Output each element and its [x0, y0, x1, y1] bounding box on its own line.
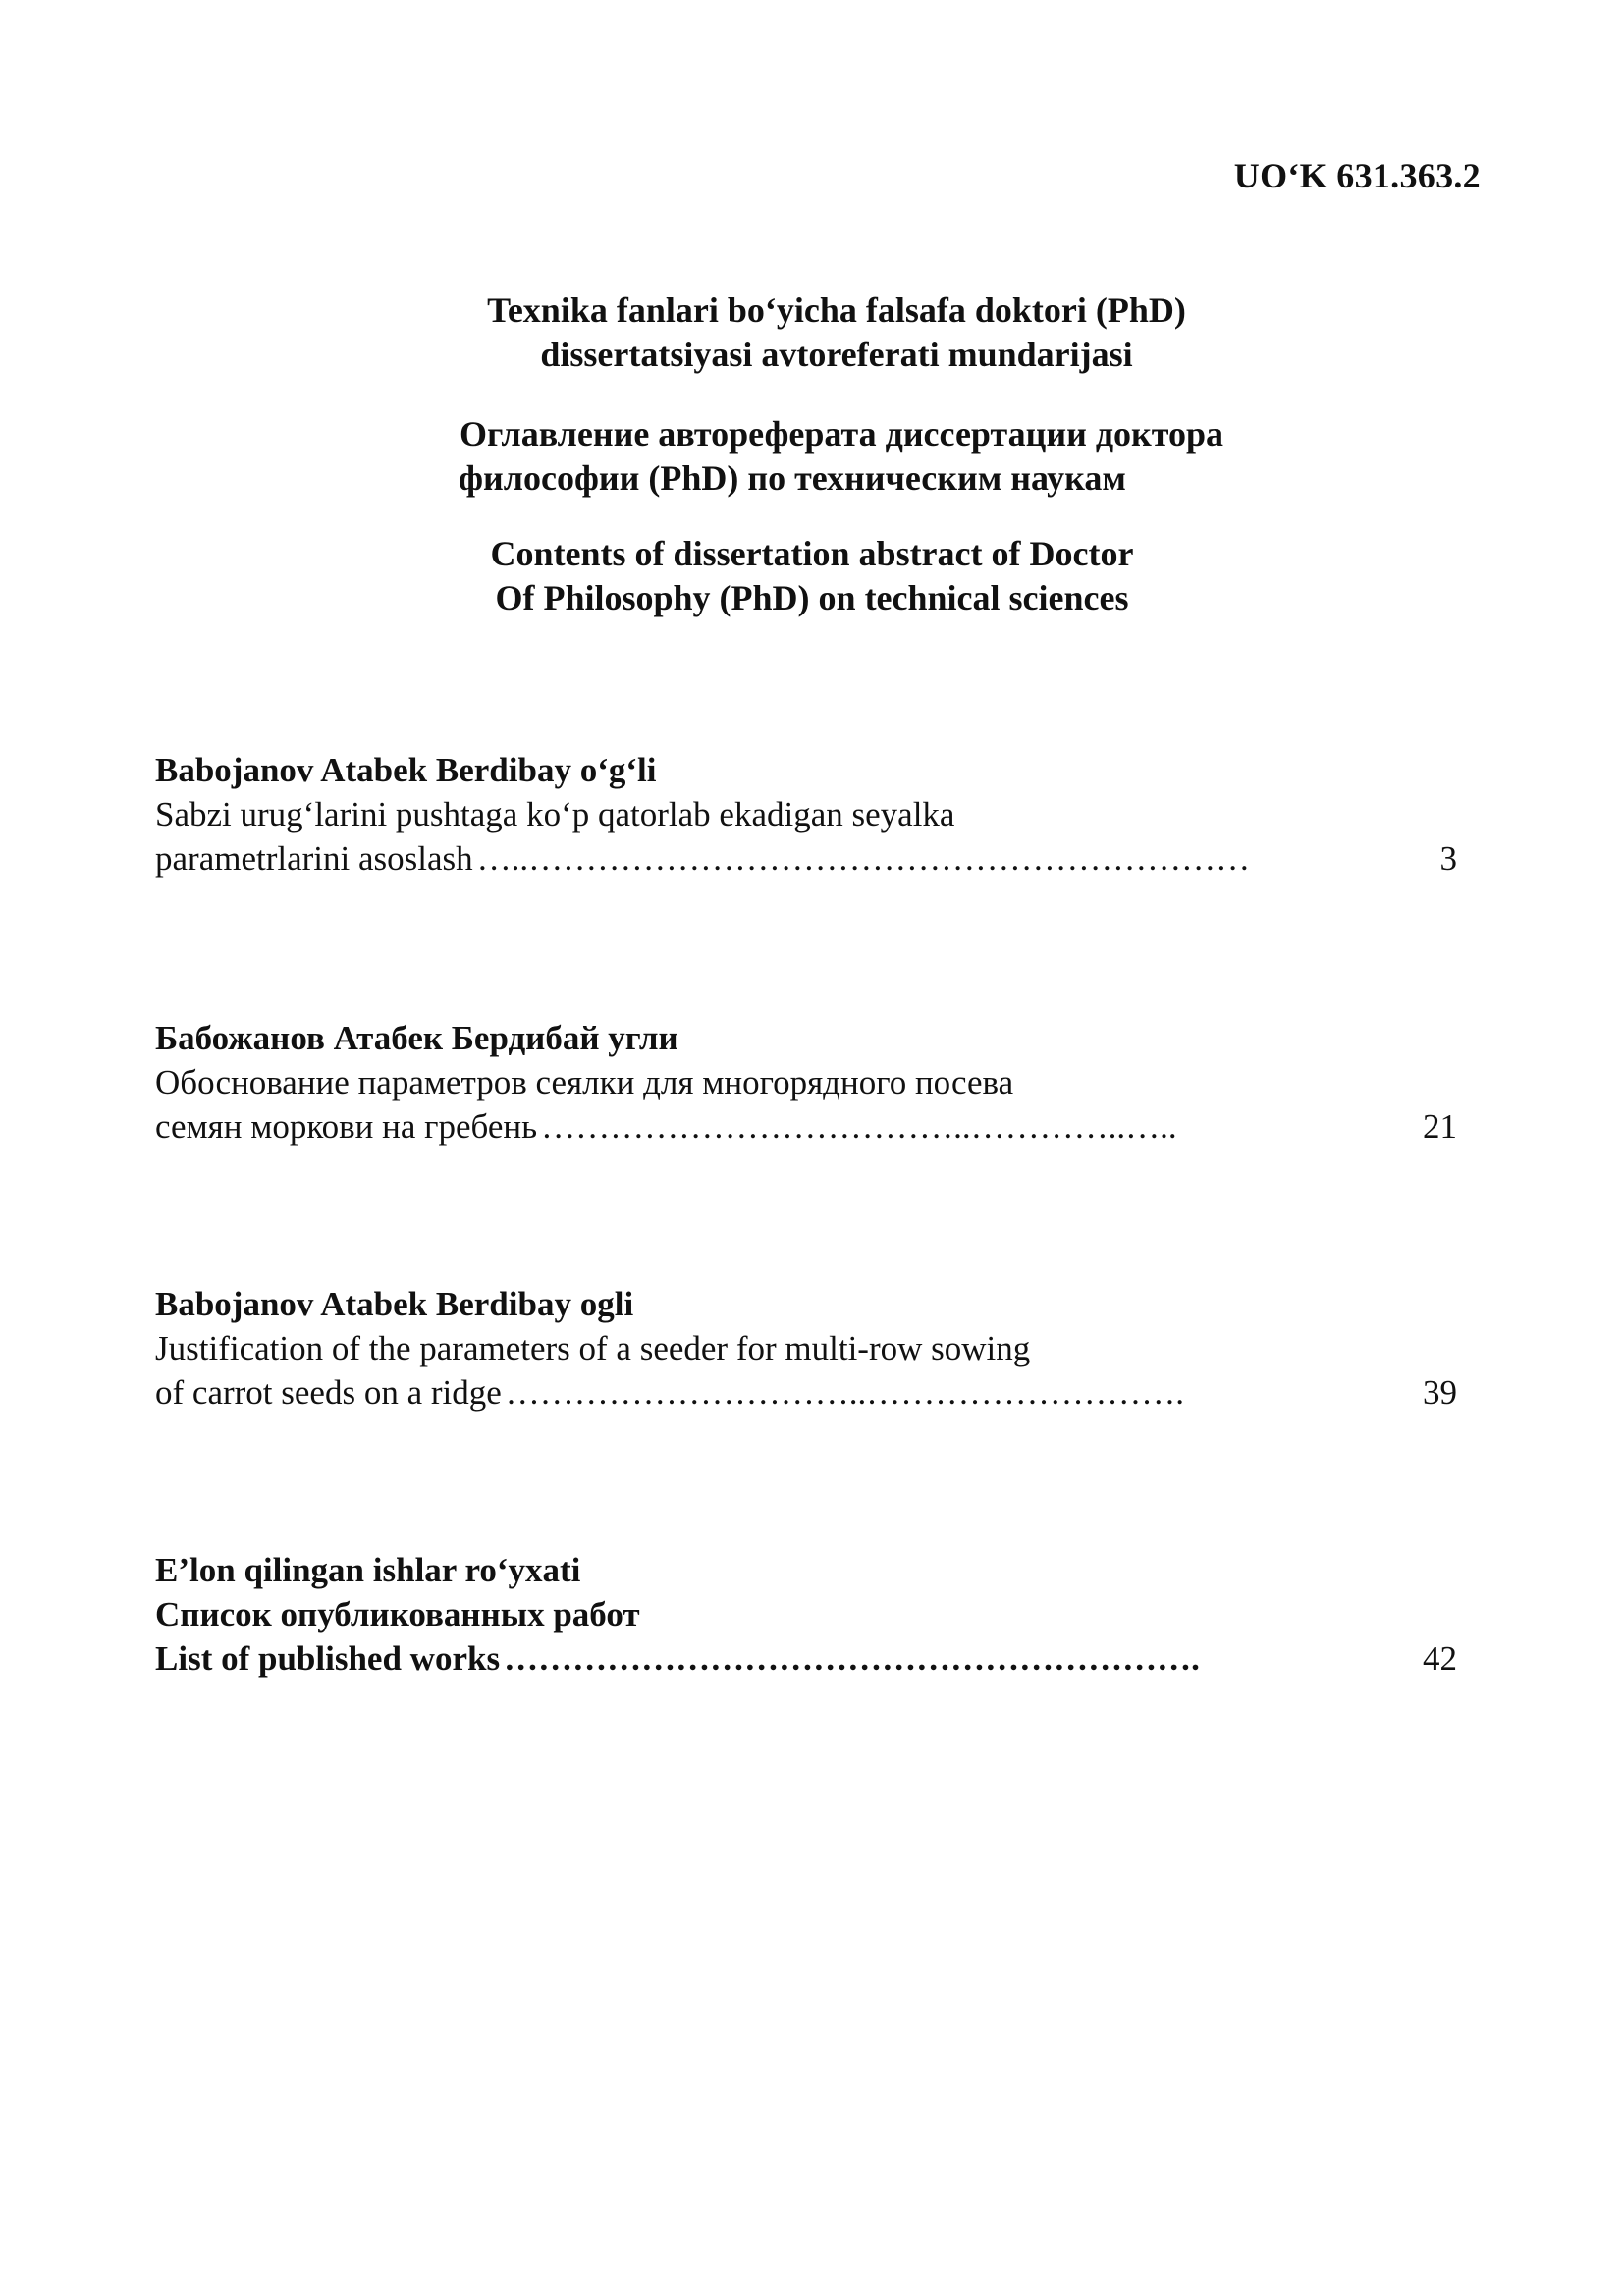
toc-entry-page-number: 21	[1423, 1107, 1457, 1146]
toc-entry-title-line-2: of carrot seeds on a ridge	[155, 1373, 502, 1412]
toc-entry-last-line	[155, 1104, 1461, 1148]
heading-uzbek	[0, 289, 1624, 377]
dot-leader: …..………………………………………………………	[476, 839, 1251, 878]
heading-uzbek-line-2: dissertatsiyasi avtoreferati mundarijasi	[540, 335, 1133, 374]
toc-entry-author: Babojanov Atabek Berdibay ogli	[155, 1285, 634, 1323]
toc-entry-title-line-1: Sabzi urug‘larini pushtaga ko‘p qatorlab ekadigan seyalka	[155, 795, 955, 833]
heading-english-line-1: Contents of dissertation abstract of Doctor	[490, 534, 1134, 573]
toc-entry-title-line-1: Justification of the parameters of a seeder for multi-row sowing	[155, 1329, 1031, 1367]
toc-entry-last-line	[155, 836, 1461, 881]
udc-code: UO‘K 631.363.2	[1233, 156, 1481, 195]
heading-russian-line-2: философии (PhD) по техническим наукам	[459, 458, 1126, 498]
heading-english-line-2: Of Philosophy (PhD) on technical sciences	[495, 578, 1129, 617]
published-works-english: List of published works	[155, 1639, 501, 1678]
toc-entry-last-line	[155, 1636, 1461, 1681]
toc-entry-published-works[interactable]	[155, 1548, 1461, 1681]
toc-entry-author: Бабожанов Атабек Бердибай угли	[155, 1019, 678, 1057]
dot-leader: …………………………………………………….	[504, 1639, 1200, 1678]
toc-entry-title-line-2: parametrlarini asoslash	[155, 839, 473, 878]
published-works-uzbek: E’lon qilingan ishlar ro‘yxati	[155, 1551, 581, 1589]
toc-entry-last-line	[155, 1370, 1461, 1415]
toc-entry-page-number: 42	[1423, 1639, 1457, 1678]
toc-entry-author: Babojanov Atabek Berdibay o‘g‘li	[155, 751, 657, 789]
toc-entry-russian[interactable]	[155, 1016, 1461, 1148]
toc-entry-page-number: 39	[1423, 1373, 1457, 1412]
published-works-russian: Список опубликованных работ	[155, 1595, 640, 1633]
toc-entry-english[interactable]	[155, 1282, 1461, 1415]
toc-entry-uzbek[interactable]	[155, 748, 1461, 881]
dot-leader: ………………………………..…………..…..	[541, 1107, 1177, 1146]
toc-entry-title-line-2: семян моркови на гребень	[155, 1107, 538, 1146]
toc-entry-page-number: 3	[1439, 839, 1457, 878]
heading-russian-line-1: Оглавление автореферата диссертации доктора	[459, 414, 1224, 454]
toc-entry-title-line-1: Обоснование параметров сеялки для многорядного посева	[155, 1063, 1014, 1101]
heading-russian	[0, 412, 1624, 501]
heading-uzbek-line-1: Texnika fanlari bo‘yicha falsafa doktori (PhD)	[487, 291, 1186, 330]
dot-leader: …………………………..……………………….	[505, 1373, 1185, 1412]
heading-english	[0, 532, 1624, 620]
